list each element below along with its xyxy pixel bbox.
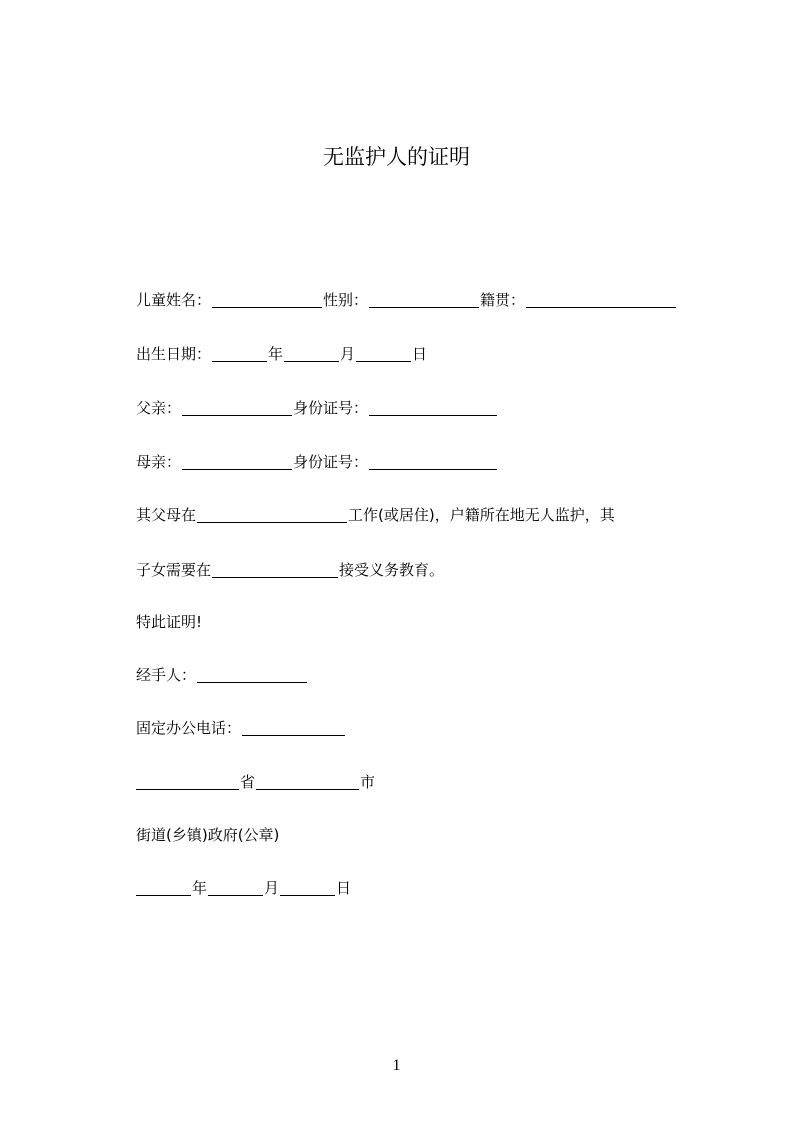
seal-text: 街道(乡镇)政府(公章) (136, 826, 280, 844)
birth-month-blank (284, 346, 339, 362)
city-blank (256, 774, 359, 790)
mother-label: 母亲： (136, 453, 182, 471)
native-place-label: 籍贯： (480, 291, 526, 309)
page-number: 1 (392, 1057, 401, 1074)
sign-year-label: 年 (192, 879, 208, 897)
edu-prefix-text: 子女需要在 (136, 561, 212, 579)
birth-month-label: 月 (340, 345, 356, 363)
sign-date-row (136, 878, 351, 898)
sign-day-label: 日 (336, 879, 352, 897)
birth-date-label: 出生日期： (136, 345, 212, 363)
child-name-label: 儿童姓名： (136, 291, 212, 309)
handler-blank (197, 667, 307, 683)
certify-text: 特此证明! (136, 613, 203, 631)
document-title: 无监护人的证明 (323, 145, 470, 169)
edu-place-blank (212, 562, 338, 578)
birth-day-label: 日 (412, 345, 428, 363)
father-id-blank (369, 400, 497, 416)
work-place-blank (197, 507, 347, 523)
province-city-row (136, 772, 375, 792)
father-row (136, 398, 498, 418)
mother-id-blank (369, 454, 497, 470)
handler-row (136, 665, 308, 685)
sign-year-blank (136, 880, 191, 896)
mother-id-label: 身份证号： (293, 453, 369, 471)
education-row (136, 560, 444, 580)
gender-label: 性别： (323, 291, 369, 309)
edu-suffix-text: 接受义务教育。 (339, 561, 445, 579)
province-blank (136, 774, 239, 790)
child-info-row (136, 290, 677, 310)
work-suffix-text: 工作(或居住)，户籍所在地无人监护，其 (348, 506, 615, 524)
native-place-blank (526, 292, 676, 308)
sign-month-label: 月 (264, 879, 280, 897)
mother-name-blank (182, 454, 292, 470)
father-name-blank (182, 400, 292, 416)
phone-label: 固定办公电话： (136, 719, 242, 737)
child-name-blank (212, 292, 322, 308)
sign-day-blank (280, 880, 335, 896)
phone-row (136, 718, 346, 738)
father-id-label: 身份证号： (293, 399, 369, 417)
province-label: 省 (240, 773, 256, 791)
seal-row (136, 825, 279, 845)
birth-year-blank (212, 346, 267, 362)
birth-date-row (136, 344, 427, 364)
mother-row (136, 452, 498, 472)
birth-day-blank (356, 346, 411, 362)
father-label: 父亲： (136, 399, 182, 417)
sign-month-blank (208, 880, 263, 896)
parents-work-row (136, 505, 615, 525)
city-label: 市 (360, 773, 376, 791)
handler-label: 经手人： (136, 666, 197, 684)
gender-blank (369, 292, 479, 308)
phone-blank (242, 720, 345, 736)
work-prefix-text: 其父母在 (136, 506, 197, 524)
birth-year-label: 年 (268, 345, 284, 363)
certify-row (136, 612, 202, 632)
